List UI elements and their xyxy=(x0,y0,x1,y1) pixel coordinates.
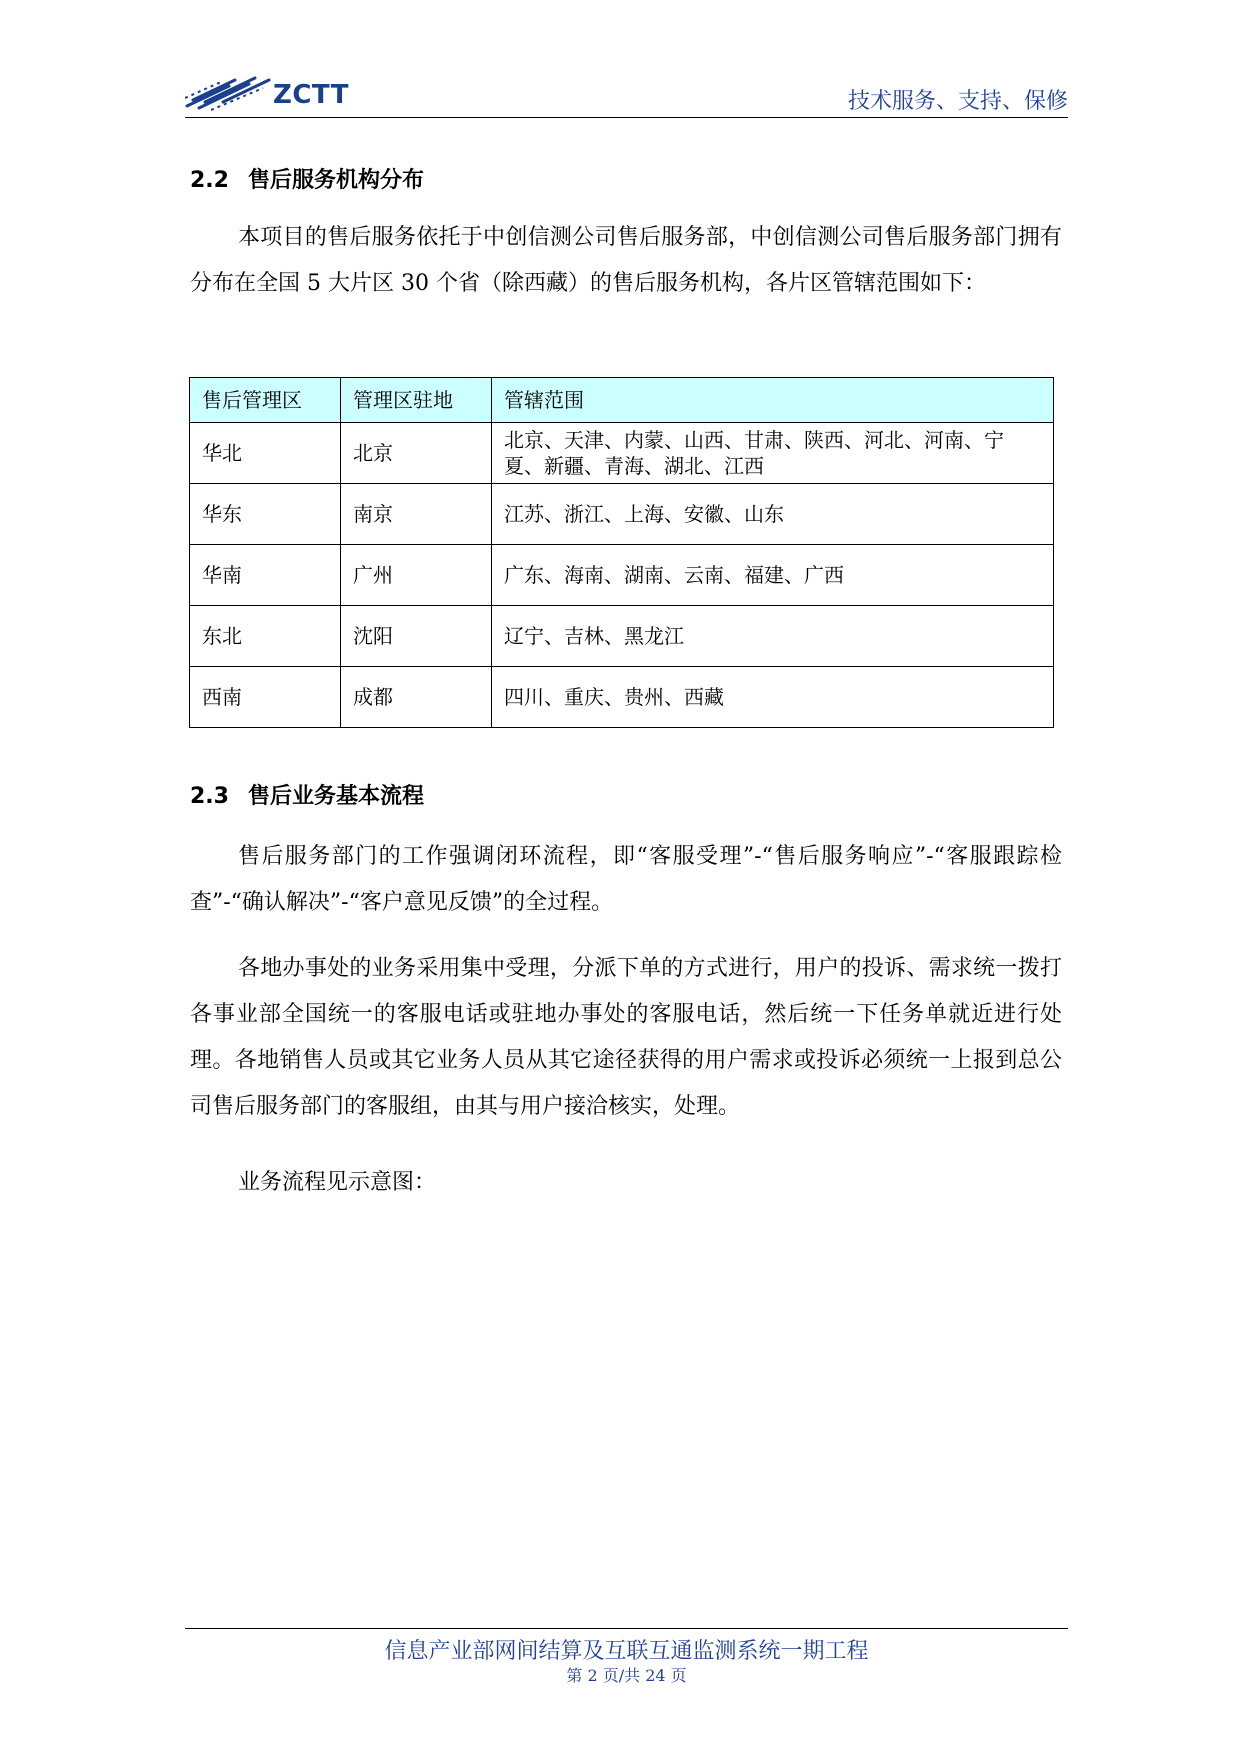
section-2-3-paragraph-2: 各地办事处的业务采用集中受理，分派下单的方式进行，用户的投诉、需求统一拨打各事业部全国统一的客服电话或驻地办事处的客服电话，然后统一下任务单就近进行处理。各地销售人员或其它业务人员从其它途径获得的用户需求或投诉必须统一上报到总公司售后服务部门的客服组，由其与用户接洽核实，处理。 xyxy=(190,956,1062,1119)
table-cell: 南京 xyxy=(341,484,492,545)
table-cell: 沈阳 xyxy=(341,606,492,667)
table-row xyxy=(190,667,1054,728)
table-cell: 成都 xyxy=(341,667,492,728)
section-heading-2-3 xyxy=(190,779,424,810)
section-2-2-paragraph: 本项目的售后服务依托于中创信测公司售后服务部，中创信测公司售后服务部门拥有分布在全国 5 大片区 30 个省（除西藏）的售后服务机构，各片区管辖范围如下： xyxy=(190,225,1062,296)
service-region-table xyxy=(189,377,1054,728)
page-number: 第 2 页/共 24 页 xyxy=(566,1666,687,1685)
section-heading-2-2 xyxy=(190,163,424,194)
table-row xyxy=(190,545,1054,606)
table-header-cell: 售后管理区 xyxy=(190,378,341,423)
footer-divider xyxy=(185,1628,1068,1629)
section-title: 售后业务基本流程 xyxy=(248,784,425,809)
table-cell: 华北 xyxy=(190,423,341,484)
section-number: 2.2 xyxy=(190,168,229,193)
table-cell: 广州 xyxy=(341,545,492,606)
table-cell: 东北 xyxy=(190,606,341,667)
section-number: 2.3 xyxy=(190,784,229,809)
header-title: 技术服务、支持、保修 xyxy=(847,89,1068,114)
table-cell: 华东 xyxy=(190,484,341,545)
table-cell: 北京、天津、内蒙、山西、甘肃、陕西、河北、河南、宁夏、新疆、青海、湖北、江西 xyxy=(492,423,1054,484)
table-header-cell: 管辖范围 xyxy=(492,378,1054,423)
table-cell: 辽宁、吉林、黑龙江 xyxy=(492,606,1054,667)
table-cell: 四川、重庆、贵州、西藏 xyxy=(492,667,1054,728)
section-2-3-paragraph-1: 售后服务部门的工作强调闭环流程，即“客服受理”-“售后服务响应”-“客服跟踪检查”-“确认解决”-“客户意见反馈”的全过程。 xyxy=(190,844,1062,915)
header-divider xyxy=(185,117,1068,118)
logo-text: ZCTT xyxy=(273,80,350,110)
table-cell: 广东、海南、湖南、云南、福建、广西 xyxy=(492,545,1054,606)
section-title: 售后服务机构分布 xyxy=(248,168,425,193)
table-cell: 江苏、浙江、上海、安徽、山东 xyxy=(492,484,1054,545)
table-row xyxy=(190,606,1054,667)
table-row xyxy=(190,484,1054,545)
zctt-logo xyxy=(185,70,355,114)
table-row xyxy=(190,423,1054,484)
table-cell: 华南 xyxy=(190,545,341,606)
table-header-cell: 管理区驻地 xyxy=(341,378,492,423)
page-header xyxy=(185,62,1068,118)
logo-swoosh-icon xyxy=(185,70,275,114)
section-2-3-paragraph-3: 业务流程见示意图： xyxy=(238,1170,437,1195)
table-cell: 西南 xyxy=(190,667,341,728)
footer-title: 信息产业部网间结算及互联互通监测系统一期工程 xyxy=(384,1639,869,1664)
table-header-row xyxy=(190,378,1054,423)
table-cell: 北京 xyxy=(341,423,492,484)
